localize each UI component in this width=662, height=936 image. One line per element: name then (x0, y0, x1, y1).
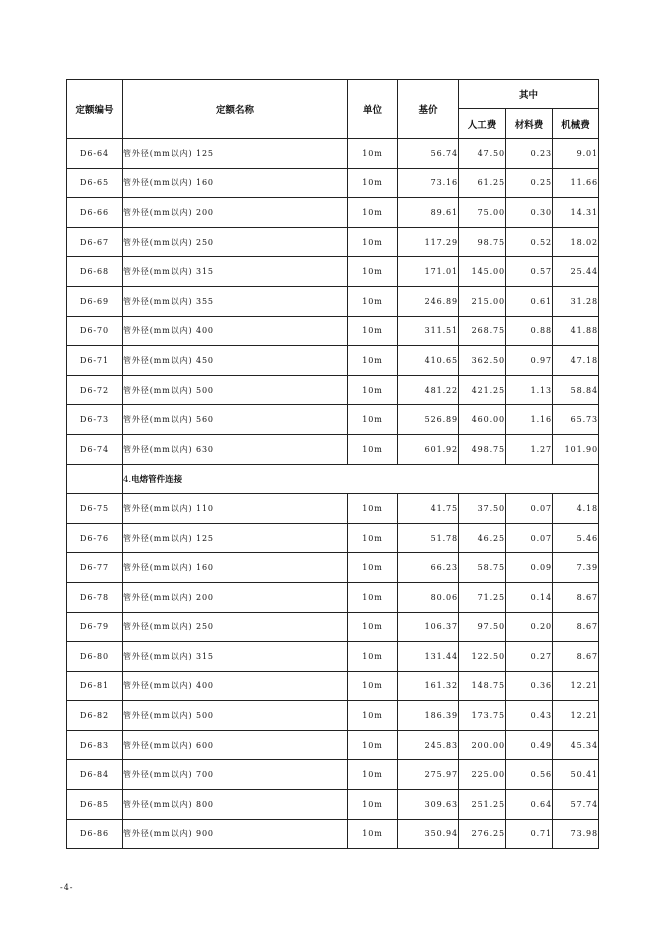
row-material: 0.09 (506, 553, 553, 583)
table-row (67, 612, 599, 642)
row-base-price: 41.75 (398, 494, 459, 524)
row-labor: 145.00 (459, 257, 506, 287)
row-machine: 31.28 (553, 286, 599, 316)
row-base-price: 73.16 (398, 168, 459, 198)
row-unit: 10m (348, 227, 398, 257)
table-row (67, 730, 599, 760)
row-code: D6-64 (67, 139, 123, 169)
table-row (67, 523, 599, 553)
row-code: D6-70 (67, 316, 123, 346)
row-labor: 122.50 (459, 642, 506, 672)
row-name: 管外径(mm以内) 315 (123, 642, 348, 672)
table-row (67, 582, 599, 612)
row-labor: 498.75 (459, 434, 506, 464)
header-code: 定额编号 (67, 80, 123, 139)
row-labor: 276.25 (459, 819, 506, 849)
row-material: 0.07 (506, 523, 553, 553)
row-labor: 46.25 (459, 523, 506, 553)
table-row (67, 671, 599, 701)
row-base-price: 186.39 (398, 701, 459, 731)
row-material: 0.97 (506, 346, 553, 376)
row-material: 0.23 (506, 139, 553, 169)
row-material: 0.64 (506, 790, 553, 820)
row-labor: 200.00 (459, 730, 506, 760)
table-body-group-a (67, 139, 599, 465)
row-material: 0.57 (506, 257, 553, 287)
row-material: 0.27 (506, 642, 553, 672)
row-name: 管外径(mm以内) 125 (123, 523, 348, 553)
table-row (67, 760, 599, 790)
row-labor: 75.00 (459, 198, 506, 228)
row-base-price: 89.61 (398, 198, 459, 228)
row-material: 0.49 (506, 730, 553, 760)
row-material: 0.43 (506, 701, 553, 731)
table-row (67, 405, 599, 435)
header-name: 定额名称 (123, 80, 348, 139)
row-name: 管外径(mm以内) 560 (123, 405, 348, 435)
row-labor: 362.50 (459, 346, 506, 376)
row-code: D6-68 (67, 257, 123, 287)
table-row (67, 346, 599, 376)
row-machine: 65.73 (553, 405, 599, 435)
table-row (67, 553, 599, 583)
row-material: 0.56 (506, 760, 553, 790)
row-base-price: 171.01 (398, 257, 459, 287)
row-name: 管外径(mm以内) 500 (123, 701, 348, 731)
section-number: 4. (123, 474, 132, 485)
table-row (67, 434, 599, 464)
row-machine: 73.98 (553, 819, 599, 849)
row-name: 管外径(mm以内) 200 (123, 582, 348, 612)
quota-table (66, 79, 599, 849)
row-material: 0.25 (506, 168, 553, 198)
header-unit: 单位 (348, 80, 398, 139)
table-row (67, 198, 599, 228)
table-row (67, 257, 599, 287)
row-code: D6-71 (67, 346, 123, 376)
table-row (67, 819, 599, 849)
row-material: 0.20 (506, 612, 553, 642)
row-unit: 10m (348, 168, 398, 198)
table-row (67, 139, 599, 169)
row-base-price: 526.89 (398, 405, 459, 435)
row-unit: 10m (348, 730, 398, 760)
row-name: 管外径(mm以内) 355 (123, 286, 348, 316)
row-material: 1.27 (506, 434, 553, 464)
row-labor: 421.25 (459, 375, 506, 405)
row-machine: 58.84 (553, 375, 599, 405)
row-code: D6-69 (67, 286, 123, 316)
row-unit: 10m (348, 139, 398, 169)
section-code-cell (67, 464, 123, 494)
row-material: 0.14 (506, 582, 553, 612)
row-unit: 10m (348, 819, 398, 849)
row-labor: 61.25 (459, 168, 506, 198)
row-unit: 10m (348, 790, 398, 820)
row-machine: 50.41 (553, 760, 599, 790)
row-material: 0.61 (506, 286, 553, 316)
row-code: D6-84 (67, 760, 123, 790)
row-base-price: 309.63 (398, 790, 459, 820)
row-machine: 41.88 (553, 316, 599, 346)
table-header (67, 80, 599, 139)
table-row (67, 790, 599, 820)
row-name: 管外径(mm以内) 400 (123, 671, 348, 701)
row-material: 0.07 (506, 494, 553, 524)
row-labor: 71.25 (459, 582, 506, 612)
row-base-price: 481.22 (398, 375, 459, 405)
row-unit: 10m (348, 671, 398, 701)
row-unit: 10m (348, 642, 398, 672)
row-name: 管外径(mm以内) 630 (123, 434, 348, 464)
row-labor: 47.50 (459, 139, 506, 169)
row-machine: 11.66 (553, 168, 599, 198)
row-machine: 8.67 (553, 612, 599, 642)
row-machine: 18.02 (553, 227, 599, 257)
section-row (67, 464, 599, 494)
row-code: D6-76 (67, 523, 123, 553)
row-base-price: 245.83 (398, 730, 459, 760)
row-unit: 10m (348, 346, 398, 376)
row-machine: 47.18 (553, 346, 599, 376)
row-name: 管外径(mm以内) 800 (123, 790, 348, 820)
row-machine: 5.46 (553, 523, 599, 553)
row-unit: 10m (348, 257, 398, 287)
row-unit: 10m (348, 612, 398, 642)
row-code: D6-66 (67, 198, 123, 228)
row-machine: 8.67 (553, 582, 599, 612)
row-unit: 10m (348, 523, 398, 553)
page-number: -4- (60, 883, 74, 892)
row-base-price: 117.29 (398, 227, 459, 257)
row-labor: 268.75 (459, 316, 506, 346)
row-material: 0.36 (506, 671, 553, 701)
row-code: D6-77 (67, 553, 123, 583)
row-base-price: 161.32 (398, 671, 459, 701)
row-machine: 57.74 (553, 790, 599, 820)
row-machine: 8.67 (553, 642, 599, 672)
row-code: D6-75 (67, 494, 123, 524)
header-base-price: 基价 (398, 80, 459, 139)
row-name: 管外径(mm以内) 160 (123, 553, 348, 583)
row-base-price: 106.37 (398, 612, 459, 642)
row-material: 0.52 (506, 227, 553, 257)
table-row (67, 494, 599, 524)
table-row (67, 375, 599, 405)
row-code: D6-78 (67, 582, 123, 612)
row-name: 管外径(mm以内) 250 (123, 227, 348, 257)
table-row (67, 316, 599, 346)
row-base-price: 246.89 (398, 286, 459, 316)
row-machine: 4.18 (553, 494, 599, 524)
row-name: 管外径(mm以内) 160 (123, 168, 348, 198)
row-machine: 101.90 (553, 434, 599, 464)
row-unit: 10m (348, 701, 398, 731)
table-row (67, 286, 599, 316)
row-material: 0.71 (506, 819, 553, 849)
row-code: D6-80 (67, 642, 123, 672)
table-body-group-b (67, 494, 599, 849)
row-code: D6-86 (67, 819, 123, 849)
row-unit: 10m (348, 286, 398, 316)
row-name: 管外径(mm以内) 250 (123, 612, 348, 642)
row-code: D6-82 (67, 701, 123, 731)
row-name: 管外径(mm以内) 450 (123, 346, 348, 376)
row-name: 管外径(mm以内) 125 (123, 139, 348, 169)
row-unit: 10m (348, 316, 398, 346)
row-name: 管外径(mm以内) 600 (123, 730, 348, 760)
table-section-group (67, 464, 599, 494)
row-machine: 25.44 (553, 257, 599, 287)
row-material: 1.16 (506, 405, 553, 435)
row-name: 管外径(mm以内) 500 (123, 375, 348, 405)
row-name: 管外径(mm以内) 200 (123, 198, 348, 228)
row-material: 0.30 (506, 198, 553, 228)
row-code: D6-79 (67, 612, 123, 642)
header-labor: 人工费 (459, 109, 506, 139)
row-base-price: 131.44 (398, 642, 459, 672)
row-machine: 12.21 (553, 671, 599, 701)
row-machine: 14.31 (553, 198, 599, 228)
row-base-price: 601.92 (398, 434, 459, 464)
row-labor: 58.75 (459, 553, 506, 583)
row-machine: 7.39 (553, 553, 599, 583)
row-unit: 10m (348, 375, 398, 405)
section-title: 电熔管件连接 (131, 474, 183, 485)
row-code: D6-65 (67, 168, 123, 198)
row-unit: 10m (348, 434, 398, 464)
row-code: D6-83 (67, 730, 123, 760)
row-code: D6-74 (67, 434, 123, 464)
row-unit: 10m (348, 405, 398, 435)
row-code: D6-81 (67, 671, 123, 701)
row-base-price: 66.23 (398, 553, 459, 583)
row-name: 管外径(mm以内) 900 (123, 819, 348, 849)
row-code: D6-67 (67, 227, 123, 257)
row-labor: 37.50 (459, 494, 506, 524)
row-labor: 98.75 (459, 227, 506, 257)
row-name: 管外径(mm以内) 315 (123, 257, 348, 287)
table-row (67, 227, 599, 257)
row-base-price: 410.65 (398, 346, 459, 376)
row-base-price: 275.97 (398, 760, 459, 790)
row-labor: 460.00 (459, 405, 506, 435)
row-base-price: 311.51 (398, 316, 459, 346)
row-name: 管外径(mm以内) 400 (123, 316, 348, 346)
header-of-which: 其中 (459, 80, 599, 109)
row-machine: 9.01 (553, 139, 599, 169)
row-unit: 10m (348, 494, 398, 524)
row-unit: 10m (348, 582, 398, 612)
table-row (67, 701, 599, 731)
row-labor: 225.00 (459, 760, 506, 790)
row-material: 1.13 (506, 375, 553, 405)
row-base-price: 56.74 (398, 139, 459, 169)
section-title-cell (123, 464, 599, 494)
row-name: 管外径(mm以内) 110 (123, 494, 348, 524)
table-row (67, 642, 599, 672)
row-machine: 45.34 (553, 730, 599, 760)
row-labor: 97.50 (459, 612, 506, 642)
row-unit: 10m (348, 760, 398, 790)
row-unit: 10m (348, 553, 398, 583)
row-base-price: 80.06 (398, 582, 459, 612)
row-code: D6-72 (67, 375, 123, 405)
row-labor: 148.75 (459, 671, 506, 701)
row-machine: 12.21 (553, 701, 599, 731)
row-unit: 10m (348, 198, 398, 228)
header-machine: 机械费 (553, 109, 599, 139)
header-material: 材料费 (506, 109, 553, 139)
row-code: D6-85 (67, 790, 123, 820)
row-labor: 173.75 (459, 701, 506, 731)
row-name: 管外径(mm以内) 700 (123, 760, 348, 790)
row-code: D6-73 (67, 405, 123, 435)
table-row (67, 168, 599, 198)
row-base-price: 51.78 (398, 523, 459, 553)
row-labor: 215.00 (459, 286, 506, 316)
row-labor: 251.25 (459, 790, 506, 820)
row-base-price: 350.94 (398, 819, 459, 849)
row-material: 0.88 (506, 316, 553, 346)
